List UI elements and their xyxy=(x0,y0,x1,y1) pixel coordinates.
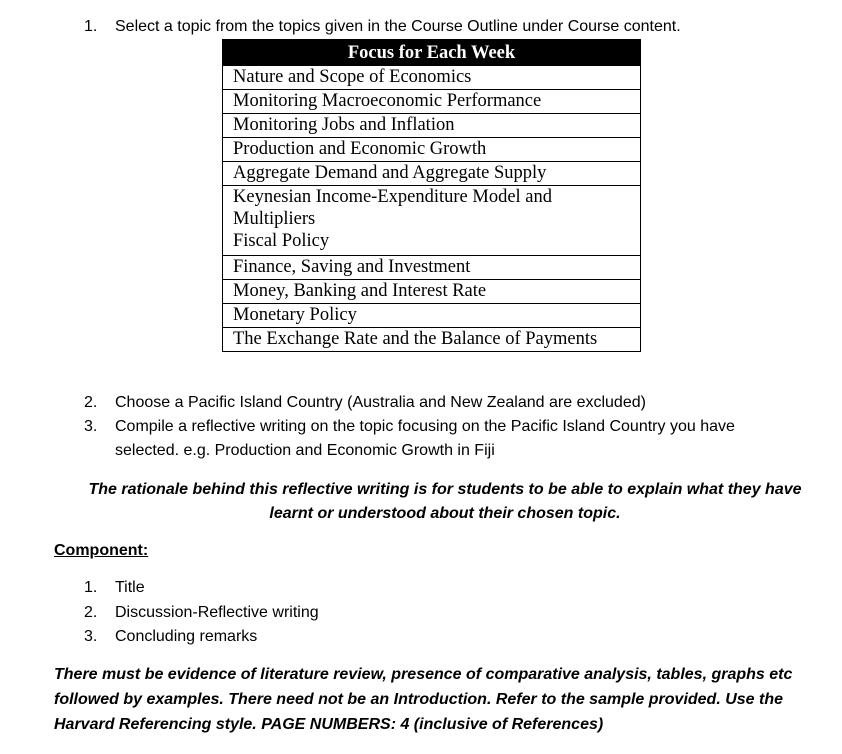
list-number: 1. xyxy=(84,18,98,35)
table-row xyxy=(223,186,641,256)
list-number: 2. xyxy=(84,604,98,621)
list-number: 3. xyxy=(84,418,98,435)
instruction-text: Compile a reflective writing on the topic focusing on the Pacific Island Country you have xyxy=(115,418,735,435)
list-number: 1. xyxy=(84,579,98,596)
table-row xyxy=(223,162,641,186)
table-cell xyxy=(223,186,641,256)
component-text: Discussion-Reflective writing xyxy=(115,604,319,621)
table-row xyxy=(223,138,641,162)
table-cell: Monitoring Macroeconomic Performance xyxy=(223,90,641,114)
table-row xyxy=(223,256,641,280)
table-row xyxy=(223,304,641,328)
table-cell: Money, Banking and Interest Rate xyxy=(223,280,641,304)
list-number: 2. xyxy=(84,394,98,411)
table-row xyxy=(223,280,641,304)
table-cell: Production and Economic Growth xyxy=(223,138,641,162)
table-row xyxy=(223,114,641,138)
table-row xyxy=(223,328,641,352)
table-cell-line: Keynesian Income-Expenditure Model and xyxy=(233,187,553,207)
table-row xyxy=(223,66,641,90)
requirements-line: Harvard Referencing style. PAGE NUMBERS: 4 (inclusive of References) xyxy=(54,716,604,733)
table-cell: Finance, Saving and Investment xyxy=(223,256,641,280)
table-cell-line: Fiscal Policy xyxy=(233,231,330,251)
table-cell: Monetary Policy xyxy=(223,304,641,328)
component-text: Concluding remarks xyxy=(115,628,258,645)
table-cell: The Exchange Rate and the Balance of Payments xyxy=(223,328,641,352)
component-heading: Component: xyxy=(54,542,149,559)
list-number: 3. xyxy=(84,628,98,645)
requirements-line: followed by examples. There need not be an Introduction. Refer to the sample provided. Use the xyxy=(54,691,784,708)
table-cell: Nature and Scope of Economics xyxy=(223,66,641,90)
table-cell: Monitoring Jobs and Inflation xyxy=(223,114,641,138)
instruction-text: Choose a Pacific Island Country (Australia and New Zealand are excluded) xyxy=(115,394,646,411)
instruction-text-continued: selected. e.g. Production and Economic Growth in Fiji xyxy=(115,442,495,459)
table-header-cell: Focus for Each Week xyxy=(223,40,641,66)
rationale-line: The rationale behind this reflective writing is for students to be able to explain what they have xyxy=(88,481,802,498)
rationale-line: learnt or understood about their chosen topic. xyxy=(269,505,621,522)
topics-table xyxy=(222,39,641,352)
requirements-note xyxy=(54,662,824,737)
table-row xyxy=(223,90,641,114)
instruction-text: Select a topic from the topics given in the Course Outline under Course content. xyxy=(115,18,681,35)
rationale-statement xyxy=(60,478,830,526)
table-cell-line: Multipliers xyxy=(233,209,316,229)
table-cell: Aggregate Demand and Aggregate Supply xyxy=(223,162,641,186)
table-header-row xyxy=(223,40,641,66)
requirements-line: There must be evidence of literature review, presence of comparative analysis, tables, graphs etc xyxy=(54,666,793,683)
component-text: Title xyxy=(115,579,145,596)
